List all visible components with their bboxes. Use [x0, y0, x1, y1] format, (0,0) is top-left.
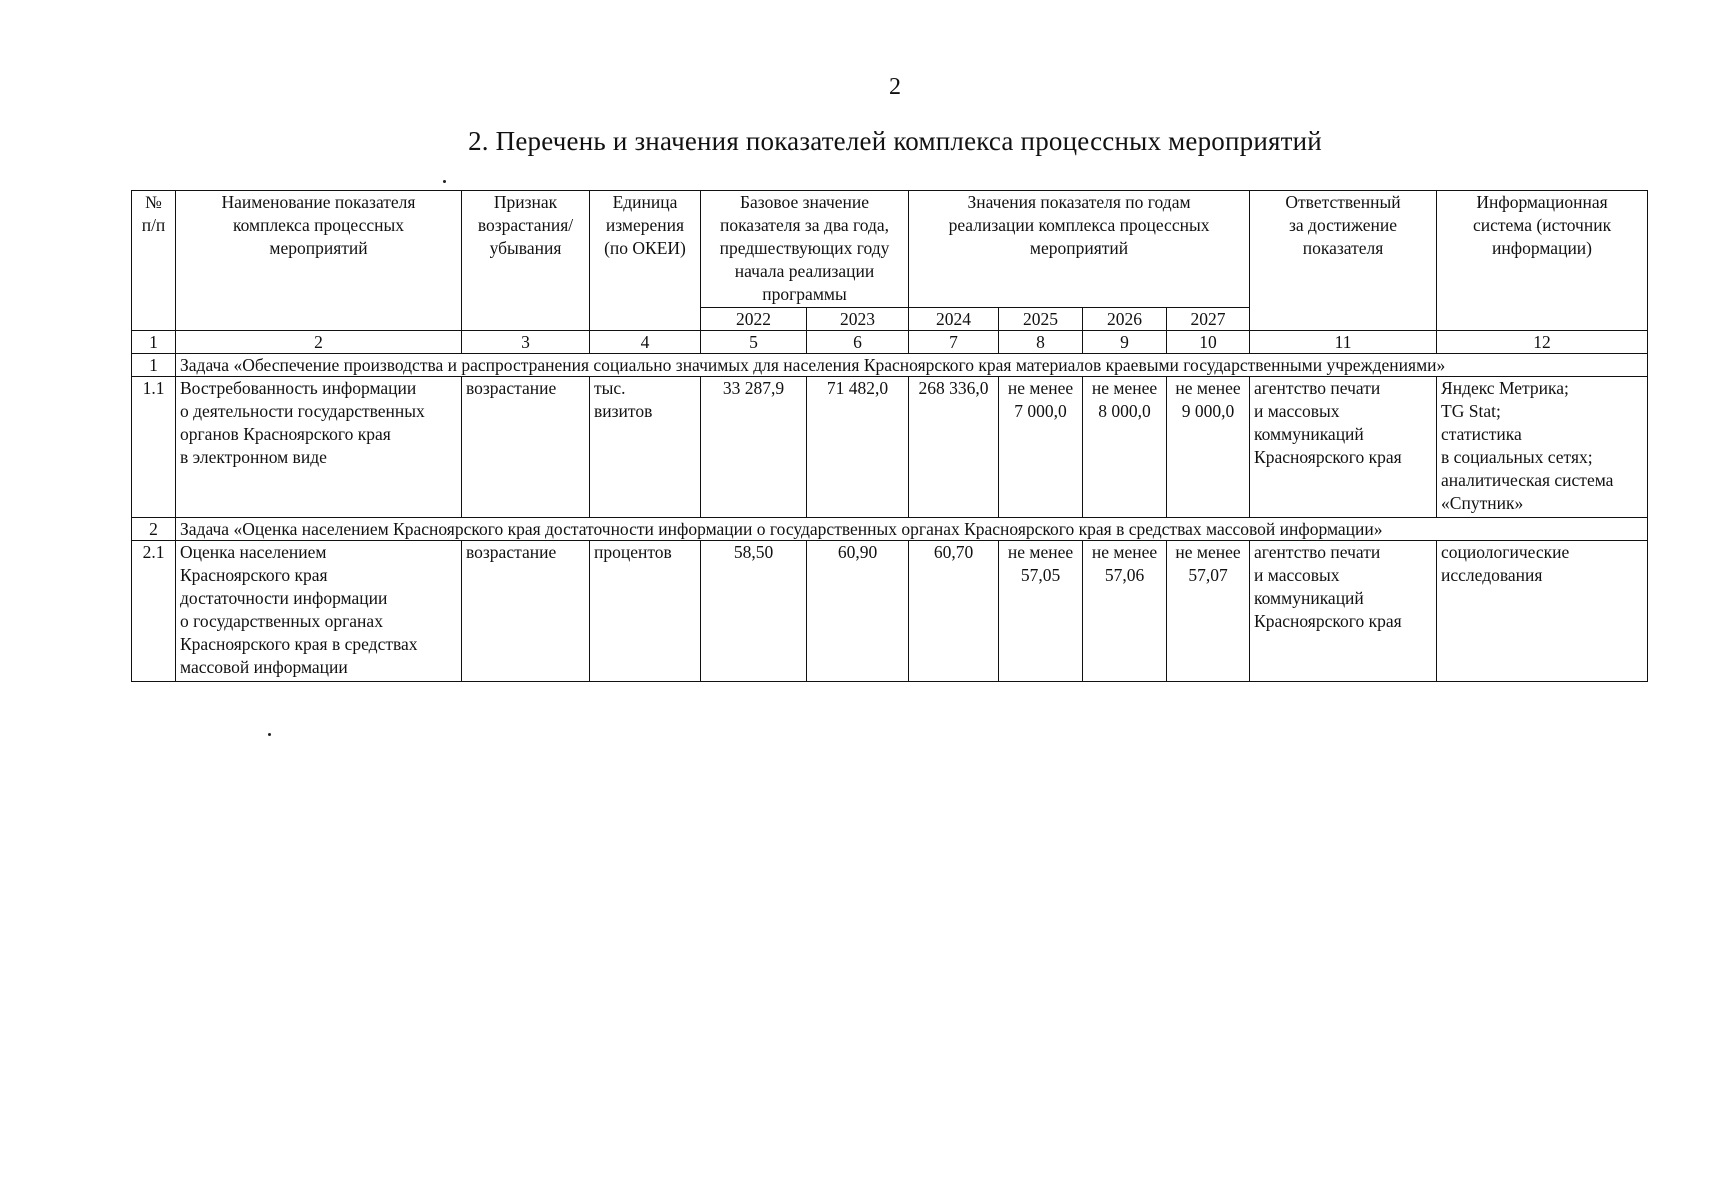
value-2026: не менее 8 000,0: [1083, 377, 1167, 518]
column-number: 5: [701, 331, 807, 354]
task-row: [132, 354, 1648, 377]
column-number: 9: [1083, 331, 1167, 354]
column-number: 8: [999, 331, 1083, 354]
value-2025: не менее 57,05: [999, 541, 1083, 682]
value-2023: 71 482,0: [807, 377, 909, 518]
indicator-unit: процентов: [590, 541, 701, 682]
value-2023: 60,90: [807, 541, 909, 682]
header-sign: Признак возрастания/ убывания: [462, 191, 590, 331]
column-number: 11: [1250, 331, 1437, 354]
task-num: 1: [132, 354, 176, 377]
task-row: [132, 518, 1648, 541]
year-2026: 2026: [1083, 308, 1167, 331]
value-2022: 58,50: [701, 541, 807, 682]
column-number: 12: [1437, 331, 1648, 354]
header-values-by-year: Значения показателя по годам реализации комплекса процессных мероприятий: [909, 191, 1250, 308]
column-number: 3: [462, 331, 590, 354]
header-unit: Единица измерения (по ОКЕИ): [590, 191, 701, 331]
page-number: 2: [889, 74, 901, 100]
indicator-info-system: социологические исследования: [1437, 541, 1648, 682]
indicator-row: [132, 541, 1648, 682]
column-number: 6: [807, 331, 909, 354]
column-numbers-row: [132, 331, 1648, 354]
indicator-unit: тыс. визитов: [590, 377, 701, 518]
task-num: 2: [132, 518, 176, 541]
task-description: Задача «Оценка населением Красноярского края достаточности информации о государственных органах Красноярского края в средствах массовой информации»: [176, 518, 1648, 541]
header-name: Наименование показателя комплекса процессных мероприятий: [176, 191, 462, 331]
indicator-responsible: агентство печати и массовых коммуникаций Красноярского края: [1250, 377, 1437, 518]
year-2023: 2023: [807, 308, 909, 331]
indicator-num: 2.1: [132, 541, 176, 682]
document-title: 2. Перечень и значения показателей комплекса процессных мероприятий: [468, 126, 1322, 156]
value-2024: 60,70: [909, 541, 999, 682]
indicator-num: 1.1: [132, 377, 176, 518]
task-description: Задача «Обеспечение производства и распространения социально значимых для населения Красноярского края материалов краевыми государственными учреждениями»: [176, 354, 1648, 377]
header-info-system: Информационная система (источник информации): [1437, 191, 1648, 331]
year-2027: 2027: [1167, 308, 1250, 331]
header-num: № п/п: [132, 191, 176, 331]
value-2024: 268 336,0: [909, 377, 999, 518]
value-2025: не менее 7 000,0: [999, 377, 1083, 518]
header-base-value: Базовое значение показателя за два года, предшествующих году начала реализации программы: [701, 191, 909, 308]
header-row: [132, 191, 1648, 308]
indicator-name: Востребованность информации о деятельности государственных органов Красноярского края в электронном виде: [176, 377, 462, 518]
year-2024: 2024: [909, 308, 999, 331]
column-number: 10: [1167, 331, 1250, 354]
value-2027: не менее 9 000,0: [1167, 377, 1250, 518]
value-2026: не менее 57,06: [1083, 541, 1167, 682]
column-number: 1: [132, 331, 176, 354]
scan-speck: [268, 733, 271, 736]
indicators-table: [131, 190, 1648, 682]
indicators-table-wrapper: [131, 190, 1647, 682]
column-number: 7: [909, 331, 999, 354]
value-2027: не менее 57,07: [1167, 541, 1250, 682]
indicator-row: [132, 377, 1648, 518]
indicator-name: Оценка населением Красноярского края достаточности информации о государственных органах Красноярского края в средствах массовой информации: [176, 541, 462, 682]
column-number: 4: [590, 331, 701, 354]
indicator-sign: возрастание: [462, 541, 590, 682]
scan-speck: [443, 180, 446, 183]
year-2022: 2022: [701, 308, 807, 331]
indicator-info-system: Яндекс Метрика; TG Stat; статистика в социальных сетях; аналитическая система «Спутник»: [1437, 377, 1648, 518]
indicator-sign: возрастание: [462, 377, 590, 518]
year-2025: 2025: [999, 308, 1083, 331]
header-responsible: Ответственный за достижение показателя: [1250, 191, 1437, 331]
column-number: 2: [176, 331, 462, 354]
indicator-responsible: агентство печати и массовых коммуникаций Красноярского края: [1250, 541, 1437, 682]
value-2022: 33 287,9: [701, 377, 807, 518]
